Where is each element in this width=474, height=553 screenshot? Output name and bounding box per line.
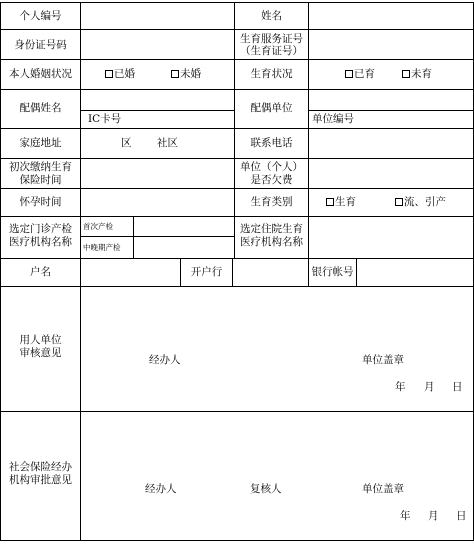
bank-label: 开户行 <box>190 266 223 278</box>
rule-row3 <box>0 89 474 90</box>
id-card-label: 身份证号码 <box>14 39 67 51</box>
checkbox-icon <box>171 70 179 78</box>
checkbox-icon <box>395 198 403 206</box>
abortion-checkbox[interactable] <box>395 196 446 208</box>
employer-handler-label: 经办人 <box>149 354 181 366</box>
prenatal-inst-label-2: 医疗机构名称 <box>9 236 72 248</box>
given-birth-option: 已育 <box>354 68 375 80</box>
rule-row7 <box>0 216 474 217</box>
rule-col3 <box>308 2 309 258</box>
arrears-label-1: 单位（个人） <box>240 161 303 173</box>
first-check-label: 首次产检 <box>83 222 113 231</box>
late-check-label: 中晚期产检 <box>83 243 121 252</box>
rule-top <box>0 2 474 3</box>
first-pay-label-2: 保险时间 <box>19 174 62 186</box>
agency-unit-seal-label: 单位盖章 <box>362 483 404 495</box>
ic-card-label: IC卡号 <box>88 113 122 125</box>
birth-status-label: 生育状况 <box>250 68 293 80</box>
account-name-label: 户名 <box>30 266 51 278</box>
rule-row4-mid-right <box>308 110 474 111</box>
spouse-name-label: 配偶姓名 <box>19 102 62 114</box>
birth-cert-label: 生育服务证号 <box>240 33 303 45</box>
bank-account-label: 银行帐号 <box>311 266 354 278</box>
birth-checkbox[interactable] <box>326 196 356 208</box>
arrears-label-2: 是否欠费 <box>250 174 293 186</box>
rule-row8 <box>0 258 474 259</box>
employer-year-label: 年 <box>395 381 406 393</box>
name-label: 姓名 <box>261 10 282 22</box>
birth-type-label: 生育类别 <box>250 196 293 208</box>
agency-reviewer-label: 复核人 <box>250 483 282 495</box>
abortion-option: 流、引产 <box>404 196 446 208</box>
married-option: 已婚 <box>114 68 135 80</box>
rule-row4-mid <box>80 110 234 111</box>
married-checkbox[interactable] <box>105 68 135 80</box>
checkbox-icon <box>326 198 334 206</box>
agency-opinion-label-2: 机构审批意见 <box>9 474 72 486</box>
marital-label: 本人婚姻状况 <box>9 68 72 80</box>
agency-opinion-label-1: 社会保险经办 <box>9 461 72 473</box>
rule-col1 <box>80 2 81 541</box>
hospital-label-2: 医疗机构名称 <box>240 236 303 248</box>
employer-day-label: 日 <box>452 381 463 393</box>
pregnancy-time-label: 怀孕时间 <box>19 196 62 208</box>
unmarried-option: 未婚 <box>180 68 201 80</box>
rule-row5 <box>0 158 474 159</box>
agency-year-label: 年 <box>400 510 411 522</box>
employer-opinion-label-2: 审核意见 <box>19 347 62 359</box>
rule-row8-mid <box>80 236 234 237</box>
rule-row6 <box>0 188 474 189</box>
district-label: 区 <box>121 137 132 149</box>
prenatal-inst-label-1: 选定门诊产检 <box>9 223 72 235</box>
hospital-label-1: 选定住院生育 <box>240 223 303 235</box>
agency-month-label: 月 <box>428 510 439 522</box>
checkbox-icon <box>402 70 410 78</box>
phone-label: 联系电话 <box>250 137 293 149</box>
rule-row10 <box>0 411 474 412</box>
rule-bank-2 <box>232 258 233 286</box>
employer-month-label: 月 <box>424 381 435 393</box>
community-label: 社区 <box>157 137 178 149</box>
birth-cert-label-sub: （生育证号） <box>240 45 303 57</box>
spouse-unit-label: 配偶单位 <box>250 102 293 114</box>
agency-day-label: 日 <box>456 510 467 522</box>
rule-bank-4 <box>356 258 357 286</box>
rule-row9 <box>0 286 474 287</box>
not-given-birth-option: 未育 <box>411 68 432 80</box>
agency-handler-label: 经办人 <box>145 483 177 495</box>
checkbox-icon <box>345 70 353 78</box>
employer-opinion-label-1: 用人单位 <box>19 334 62 346</box>
id-number-label: 个人编号 <box>19 10 62 22</box>
address-label: 家庭地址 <box>19 137 62 149</box>
unit-number-label: 单位编号 <box>312 113 354 125</box>
first-pay-label-1: 初次缴纳生育 <box>9 161 72 173</box>
checkbox-icon <box>105 70 113 78</box>
employer-unit-seal-label: 单位盖章 <box>362 354 404 366</box>
birth-option: 生育 <box>335 196 356 208</box>
rule-row2 <box>0 59 474 60</box>
rule-row4 <box>0 128 474 129</box>
not-given-birth-checkbox[interactable] <box>402 68 432 80</box>
given-birth-checkbox[interactable] <box>345 68 375 80</box>
rule-bottom <box>0 540 474 541</box>
rule-row1 <box>0 29 474 30</box>
rule-prenatal-split <box>133 216 134 258</box>
unmarried-checkbox[interactable] <box>171 68 201 80</box>
